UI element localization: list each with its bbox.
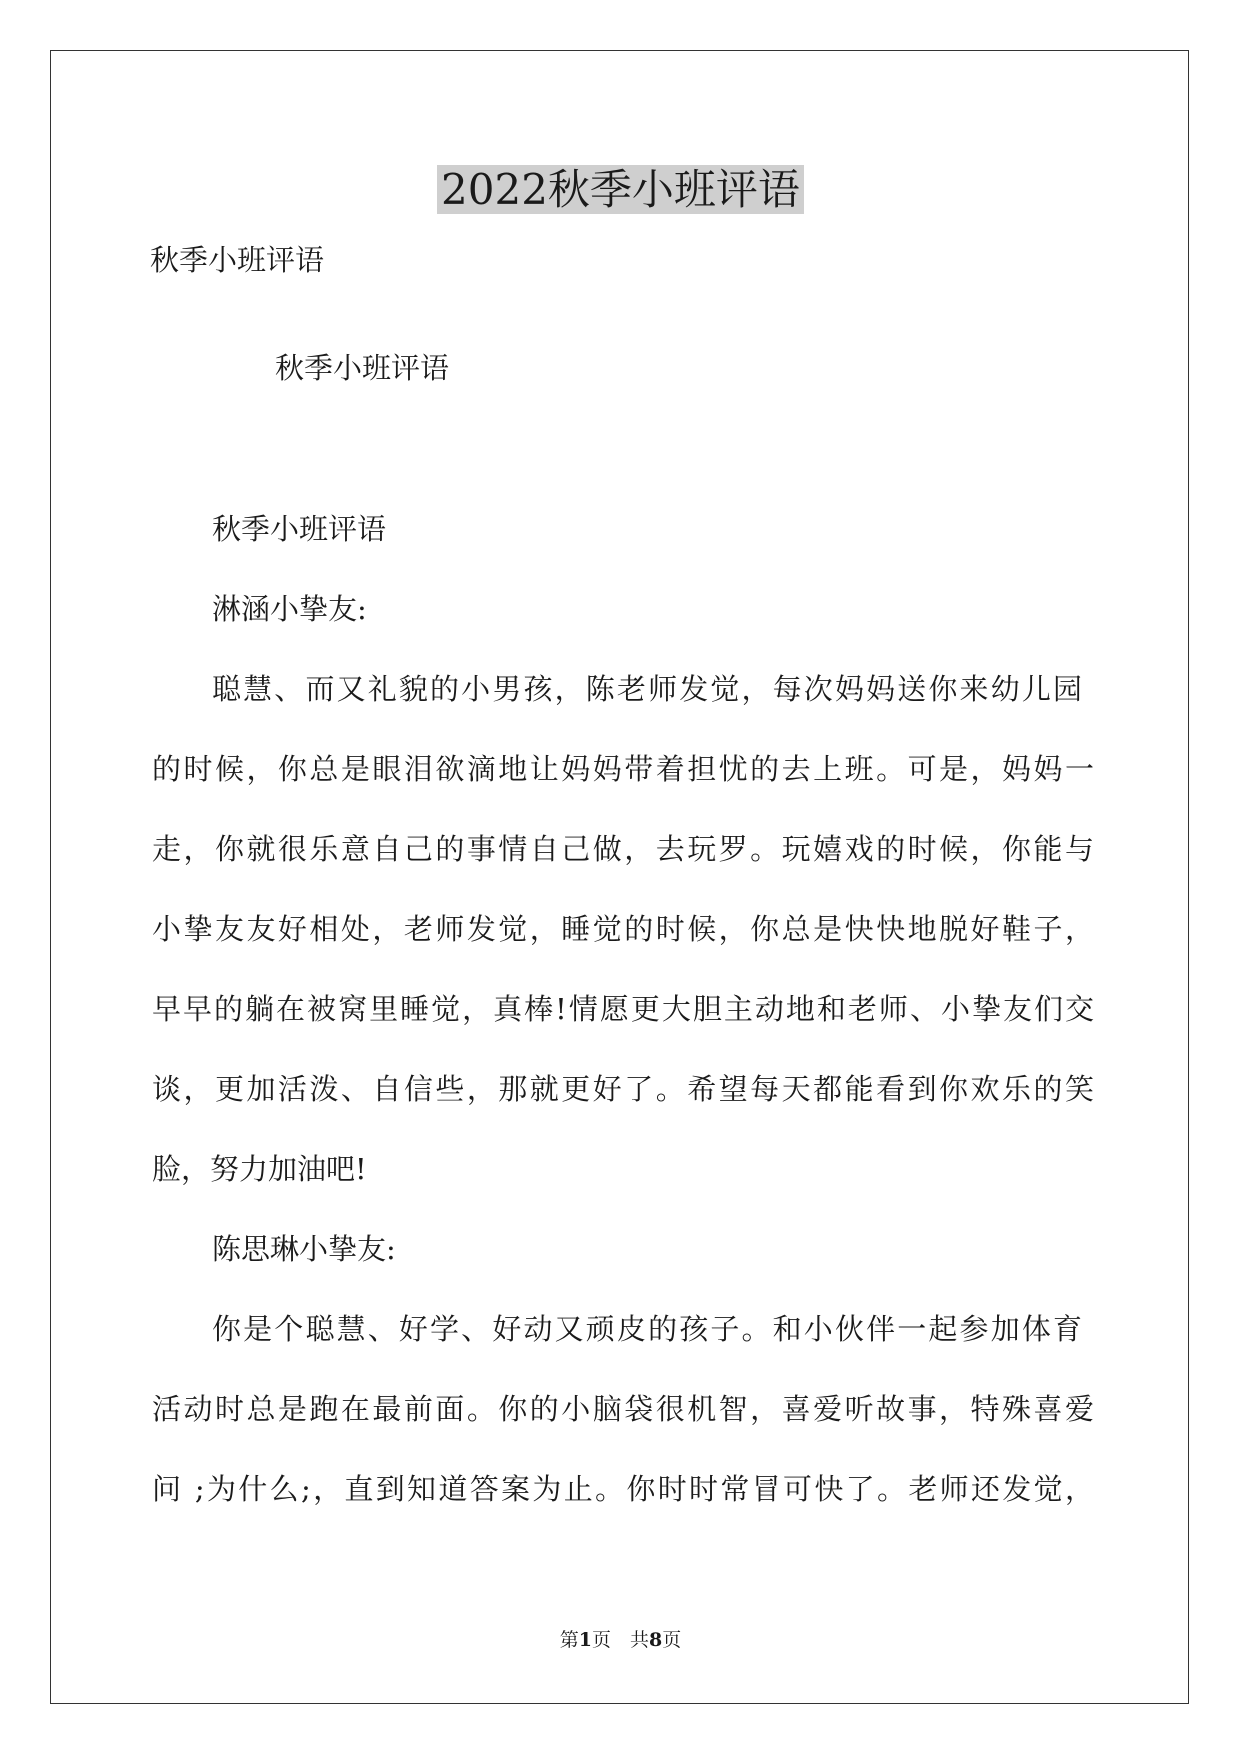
- paragraph-1-line: 谈，更加活泼、自信些，那就更好了。希望每天都能看到你欢乐的笑: [152, 1072, 1094, 1106]
- footer-prefix: 第: [559, 1629, 579, 1651]
- greeting-chensilin: 陈思琳小挚友:: [212, 1232, 396, 1266]
- footer-suffix: 页: [662, 1629, 682, 1651]
- paragraph-1-line: 的时候，你总是眼泪欲滴地让妈妈带着担忧的去上班。可是，妈妈一: [152, 752, 1094, 786]
- paragraph-2-line: 问 ;为什么;，直到知道答案为止。你时时常冒可快了。老师还发觉，: [152, 1472, 1094, 1506]
- footer-total-pages: 8: [649, 1629, 663, 1651]
- paragraph-1-line: 早早的躺在被窝里睡觉，真棒!情愿更大胆主动地和老师、小挚友们交: [152, 992, 1094, 1026]
- paragraph-2-line: 活动时总是跑在最前面。你的小脑袋很机智，喜爱听故事，特殊喜爱: [152, 1392, 1094, 1426]
- page-border: [50, 50, 1189, 1704]
- section-heading: 秋季小班评语: [212, 512, 387, 546]
- paragraph-1-line: 聪慧、而又礼貌的小男孩，陈老师发觉，每次妈妈送你来幼儿园: [212, 672, 1082, 706]
- subtitle-line-1: 秋季小班评语: [150, 243, 325, 277]
- document-title-text: 2022秋季小班评语: [437, 165, 804, 214]
- page-footer: [0, 1628, 1241, 1652]
- paragraph-1-line: 小挚友友好相处，老师发觉，睡觉的时候，你总是快快地脱好鞋子，: [152, 912, 1094, 946]
- paragraph-2-line: 你是个聪慧、好学、好动又顽皮的孩子。和小伙伴一起参加体育: [212, 1312, 1082, 1346]
- paragraph-1-line: 走，你就很乐意自己的事情自己做，去玩罗。玩嬉戏的时候，你能与: [152, 832, 1094, 866]
- greeting-linhan: 淋涵小挚友:: [212, 592, 367, 626]
- document-title: [0, 162, 1241, 218]
- footer-mid: 页 共: [591, 1629, 649, 1651]
- paragraph-1-line: 脸，努力加油吧!: [152, 1152, 367, 1186]
- subtitle-line-2: 秋季小班评语: [275, 351, 450, 385]
- footer-current-page: 1: [578, 1629, 592, 1651]
